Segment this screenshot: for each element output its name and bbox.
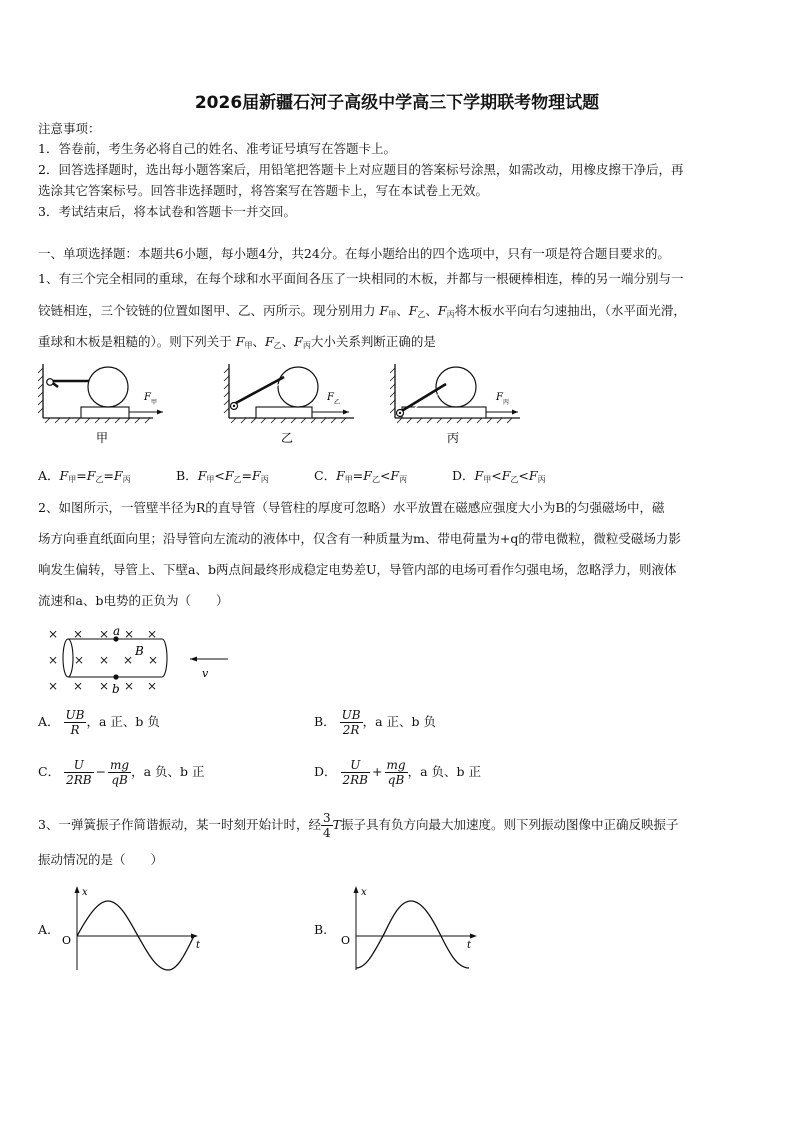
q3-graph-b (337, 882, 497, 978)
svg-text:×: × (99, 627, 110, 641)
q3-text: 振子具有负方向最大加速度。则下列振动图像中正确反映振子 (340, 817, 679, 832)
fig-label-bing: 丙 (447, 431, 460, 445)
axis-t-label: t (196, 940, 201, 951)
field-B-label: B (135, 644, 144, 658)
svg-text:×: × (99, 653, 110, 667)
q1-line-2: 铰链相连，三个铰链的位置如图甲、乙、丙所示。现分别用力 $F_甲$、$F_乙$、$F_丙$将木板水平向右匀速抽出，（水平面光滑， (38, 303, 686, 319)
fraction: $\frac{3}{4}$ (322, 810, 331, 840)
svg-text:×: × (148, 653, 159, 667)
q1-option-a[interactable]: A．$F_甲=F_乙=F_丙$ (38, 468, 131, 484)
q2-option-b[interactable] (314, 702, 436, 742)
svg-text:×: × (48, 653, 59, 667)
fig-force-sub: 乙 (334, 399, 341, 406)
q2-line-2: 场方向垂直纸面向里；沿导管向左流动的液体中，仅含有一种质量为m、带电荷量为+q的带电微粒，微粒受磁场力影 (38, 531, 681, 546)
origin-label: O (341, 934, 351, 947)
force-symbol: F (264, 334, 274, 349)
q2-line-3: 响发生偏转，导管上、下壁a、b两点间最终形成稳定电势差U，导管内部的电场可看作匀强电场，忽略浮力，则液体 (38, 562, 677, 577)
point-a-label: a (113, 624, 121, 638)
figure-jia (38, 364, 163, 445)
svg-text:×: × (73, 679, 84, 693)
force-symbol: F (235, 334, 245, 349)
fraction: $\frac{UB}{R}$ (65, 707, 85, 737)
option-tail: ，a 正、b 负 (86, 714, 160, 729)
notice-heading: 注意事项： (38, 121, 101, 136)
option-tail: ，a 负、b 正 (131, 764, 205, 779)
svg-text:×: × (73, 627, 84, 641)
force-sub: 乙 (417, 310, 426, 319)
q1-line-3: 重球和木板是粗糙的）。则下列关于 $F_甲$、$F_乙$、$F_丙$大小关系判断正确的是 (38, 334, 436, 350)
svg-text:×: × (123, 653, 134, 667)
force-sub: 丙 (446, 310, 455, 319)
force-symbol: F (437, 303, 447, 318)
svg-text:×: × (147, 679, 158, 693)
fraction: $\frac{mg}{qB}$ (386, 757, 406, 787)
fig-force-sub: 甲 (151, 399, 158, 406)
notice-item-1: 1．答卷前，考生务必将自己的姓名、准考证号填写在答题卡上。 (38, 141, 396, 156)
q1-text: 将木板水平向右匀速抽出，（水平面光滑， (454, 303, 686, 318)
q2-line-1: 2、如图所示，一管壁半径为R的直导管（导管柱的厚度可忽略）水平放置在磁感应强度大小为B的匀强磁场中，磁 (38, 500, 665, 515)
q3-option-a-label[interactable]: A. (38, 922, 52, 937)
q2-option-c[interactable]: C． $\frac{U}{2RB}$ − $\frac{mg}{qB}$ ，a 负、b 正 (38, 757, 205, 787)
svg-text:×: × (48, 627, 59, 641)
axis-x-label: x (82, 887, 88, 898)
notice-item-2: 2．回答选择题时，选出每小题答案后，用铅笔把答题卡上对应题目的答案标号涂黑，如需改动，用橡皮擦干净后，再 (38, 162, 684, 177)
option-tail: ，a 负、b 正 (407, 764, 481, 779)
figure-bing (390, 364, 520, 445)
axis-t-label: t (467, 940, 472, 951)
fraction: $\frac{mg}{qB}$ (110, 757, 130, 787)
force-sub: 丙 (302, 341, 311, 350)
fig-force-sub: 丙 (503, 399, 510, 406)
option-label: C． (38, 764, 61, 779)
q2-option-d[interactable]: D． $\frac{U}{2RB}$ + $\frac{mg}{qB}$ ，a 负、b 正 (314, 757, 481, 787)
axis-x-label: x (361, 887, 367, 898)
q2-figure (44, 620, 244, 700)
fraction: $\frac{UB}{2R}$ (341, 707, 361, 737)
notice-item-2-cont: 选涂其它答案标号。回答非选择题时，将答案写在答题卡上，写在本试卷上无效。 (38, 183, 489, 198)
fig-force-label: F (327, 392, 334, 403)
fig-label-jia: 甲 (96, 431, 109, 445)
svg-text:×: × (124, 627, 135, 641)
option-label: A． (38, 468, 60, 483)
option-label: D． (314, 764, 337, 779)
fig-force-label: F (144, 392, 151, 403)
section-heading: 一、单项选择题：本题共6小题，每小题4分，共24分。在每小题给出的四个选项中，只有一项是符合题目要求的。 (38, 246, 670, 261)
q1-text: 重球和木板是粗糙的）。则下列关于 (38, 334, 232, 349)
force-symbol: F (294, 334, 303, 349)
force-sub: 甲 (244, 341, 253, 350)
force-sub: 乙 (273, 341, 282, 350)
q1-option-b[interactable]: B．$F_甲<F_乙=F_丙$ (176, 468, 269, 484)
fraction: $\frac{U}{2RB}$ (342, 757, 369, 787)
q1-line-1: 1、有三个完全相同的重球，在每个球和水平面间各压了一块相同的木板，并都与一根硬棒相连，棒的另一端分别与一 (38, 271, 684, 286)
origin-label: O (62, 934, 72, 947)
q1-option-c[interactable]: C．$F_甲=F_乙<F_丙$ (314, 468, 408, 484)
fraction: $\frac{U}{2RB}$ (66, 757, 92, 787)
fig-force-label: F (496, 392, 503, 403)
svg-text:×: × (147, 627, 158, 641)
option-label: C． (314, 468, 337, 483)
q1-text: 铰链相连，三个铰链的位置如图甲、乙、丙所示。现分别用力 (38, 303, 376, 318)
q3-line-2: 振动情况的是（ ） (38, 852, 164, 867)
q1-option-d[interactable]: D．$F_甲<F_乙<F_丙$ (452, 468, 546, 484)
option-tail: ，a 正、b 负 (362, 714, 437, 729)
svg-text:×: × (124, 679, 135, 693)
option-label: A． (38, 714, 60, 729)
page-title: 2026届新疆石河子高级中学高三下学期联考物理试题 (194, 93, 600, 113)
svg-text:×: × (99, 679, 110, 693)
point-b-label: b (112, 682, 120, 696)
q3-line-1 (38, 805, 678, 845)
q3-graph-a (58, 882, 218, 978)
sine-curve (356, 901, 469, 968)
force-sub: 甲 (388, 310, 397, 319)
fig-label-yi: 乙 (281, 431, 294, 445)
q3-text: 3、一弹簧振子作简谐振动，某一时刻开始计时，经 (38, 817, 321, 832)
q1-figures (38, 362, 578, 450)
notice-item-3: 3．考试结束后，将本试卷和答题卡一并交回。 (38, 204, 296, 219)
option-label: B． (176, 468, 198, 483)
svg-text:×: × (48, 679, 59, 693)
svg-text:×: × (74, 653, 85, 667)
force-symbol: F (408, 303, 418, 318)
option-label: B． (314, 714, 336, 729)
q2-line-4: 流速和a、b电势的正负为（ ） (38, 593, 229, 608)
q2-option-a[interactable] (38, 702, 160, 742)
force-symbol: F (379, 303, 389, 318)
q1-text: 大小关系判断正确的是 (310, 334, 436, 349)
period-symbol: T (332, 817, 341, 832)
option-label: D． (452, 468, 475, 483)
velocity-label: v (202, 667, 209, 680)
q3-option-b-label[interactable]: B. (314, 922, 328, 937)
figure-yi (224, 364, 354, 445)
